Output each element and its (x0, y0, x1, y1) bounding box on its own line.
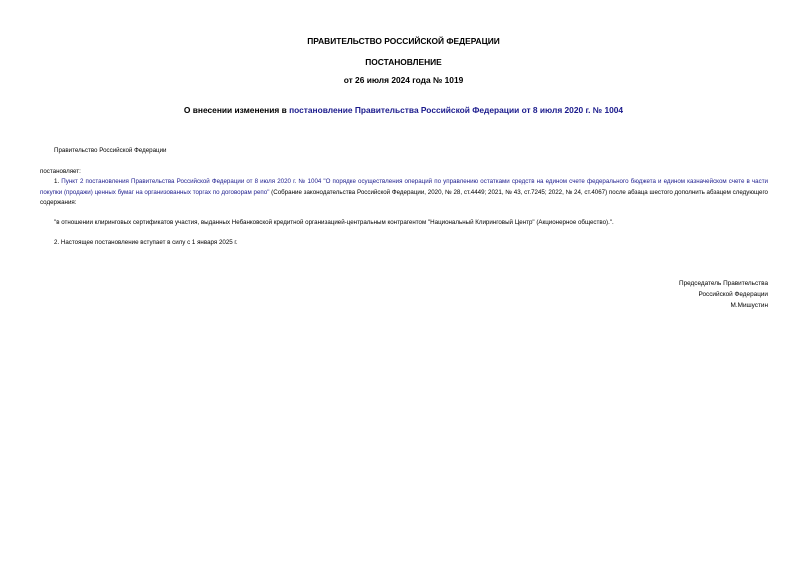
item-1-link[interactable]: Пункт 2 постановления Правительства Российской Федерации от 8 июля 2020 г. № 1004 "О порядке осуществления операций по управлению остатками средств на едином счете федерального бюджета и едином казначейском счете в части покупки (продажи) ценных бумаг на организованных торгах по договорам репо" (40, 178, 768, 196)
document-type: ПОСТАНОВЛЕНИЕ (365, 57, 442, 67)
item-1-paragraph (40, 177, 768, 209)
item-1-number: 1. (54, 178, 62, 185)
title-prefix: О внесении изменения в (183, 105, 290, 115)
date-and-number: от 26 июля 2024 года № 1019 (343, 75, 464, 85)
signature-name: М.Мишустин (730, 301, 768, 309)
item-1-rest: (Собрание законодательства Российской Федерации, 2020, № 28, ст.4449; 2021, № 43, ст.7245; 2022, № 24, ст.4067) после абзаца шестого дополнить абзацем следующего содержания: (40, 188, 769, 206)
government-heading: ПРАВИТЕЛЬСТВО РОССИЙСКОЙ ФЕДЕРАЦИИ (307, 36, 500, 46)
inserted-paragraph-quote: "в отношении клиринговых сертификатов участия, выданных Небанковской кредитной организацией-центральным контрагентом "Национальный Клиринговый Центр" (Акционерное общество).". (54, 219, 614, 226)
signature-position: Председатель Правительства (679, 280, 768, 287)
item-2-paragraph: 2. Настоящее постановление вступает в силу с 1 января 2025 г. (54, 239, 238, 246)
issuer-text: Правительство Российской Федерации (54, 147, 167, 154)
signature-block (679, 279, 768, 311)
resolves-text: постановляет: (40, 168, 81, 175)
signature-organization: Российской Федерации (698, 290, 768, 298)
title-link[interactable]: постановление Правительства Российской Федерации от 8 июля 2020 г. № 1004 (289, 105, 624, 115)
document-title (0, 105, 807, 116)
